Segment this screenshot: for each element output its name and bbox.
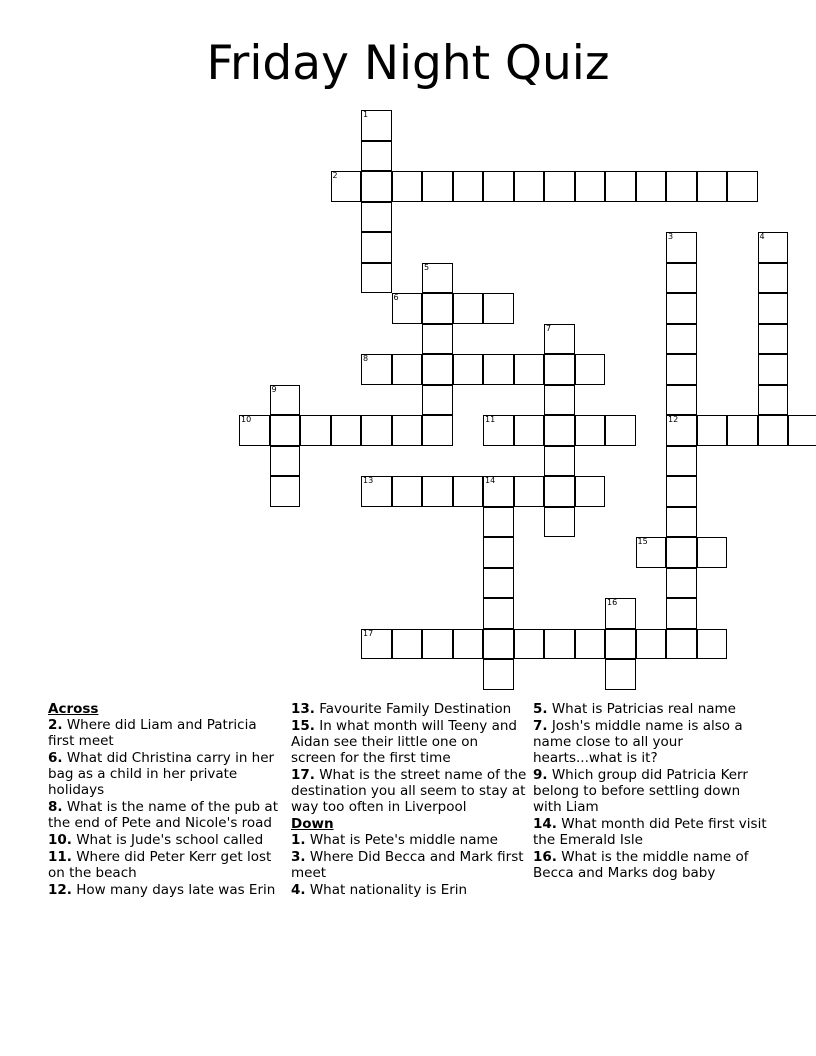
clue-column-3 bbox=[533, 701, 773, 882]
grid-cell[interactable] bbox=[422, 629, 453, 660]
grid-cell[interactable] bbox=[422, 263, 453, 294]
grid-cell[interactable] bbox=[758, 324, 789, 355]
grid-cell[interactable] bbox=[544, 324, 575, 355]
clue-column-2 bbox=[291, 701, 527, 899]
grid-cell[interactable] bbox=[575, 415, 606, 446]
grid-cell[interactable] bbox=[392, 476, 423, 507]
clue-down-3: 3. Where Did Becca and Mark first meet bbox=[291, 849, 524, 881]
clue-across-12: 12. How many days late was Erin bbox=[48, 882, 276, 898]
grid-cell[interactable] bbox=[758, 293, 789, 324]
clue-across-11: 11. Where did Peter Kerr get lost on the beach bbox=[48, 849, 272, 881]
grid-cell[interactable] bbox=[666, 476, 697, 507]
grid-cell[interactable] bbox=[300, 415, 331, 446]
clue-across-13: 13. Favourite Family Destination bbox=[291, 701, 512, 717]
grid-cell[interactable] bbox=[727, 171, 758, 202]
clue-number: 13 bbox=[363, 476, 374, 485]
clue-across-10: 10. What is Jude's school called bbox=[48, 832, 264, 848]
grid-cell[interactable] bbox=[758, 232, 789, 263]
grid-cell[interactable] bbox=[697, 171, 728, 202]
grid-cell[interactable] bbox=[605, 629, 636, 660]
grid-cell[interactable] bbox=[483, 507, 514, 538]
clue-number: 11 bbox=[485, 415, 496, 424]
clue-down-7: 7. Josh's middle name is also a name close to all your hearts...what is it? bbox=[533, 718, 743, 766]
grid-cell[interactable] bbox=[514, 354, 545, 385]
grid-cell[interactable] bbox=[331, 415, 362, 446]
clue-number: 17 bbox=[363, 628, 374, 638]
grid-cell[interactable] bbox=[483, 629, 514, 660]
grid-cell[interactable] bbox=[361, 110, 392, 141]
grid-cell[interactable] bbox=[483, 537, 514, 568]
grid-cell[interactable] bbox=[636, 537, 667, 568]
grid-cell[interactable] bbox=[605, 415, 636, 446]
clue-across-8: 8. What is the name of the pub at the end of Pete and Nicole's road bbox=[48, 799, 278, 831]
clue-across-15: 15. In what month will Teeny and Aidan see their little one on screen for the first time bbox=[291, 718, 517, 766]
grid-cell[interactable] bbox=[392, 415, 423, 446]
grid-cell[interactable] bbox=[636, 171, 667, 202]
grid-cell[interactable] bbox=[575, 629, 606, 660]
grid-cell[interactable] bbox=[666, 415, 697, 446]
grid-cell[interactable] bbox=[361, 263, 392, 294]
clue-down-1: 1. What is Pete's middle name bbox=[291, 832, 498, 848]
grid-cell[interactable] bbox=[270, 385, 301, 416]
grid-cell[interactable] bbox=[544, 415, 575, 446]
grid-cell[interactable] bbox=[361, 202, 392, 233]
grid-cell[interactable] bbox=[422, 476, 453, 507]
grid-cell[interactable] bbox=[392, 171, 423, 202]
grid-cell[interactable] bbox=[514, 629, 545, 660]
grid-cell[interactable] bbox=[483, 598, 514, 629]
grid-cell[interactable] bbox=[544, 476, 575, 507]
grid-cell[interactable] bbox=[636, 629, 667, 660]
grid-cell[interactable] bbox=[666, 171, 697, 202]
grid-cell[interactable] bbox=[697, 629, 728, 660]
grid-cell[interactable] bbox=[575, 476, 606, 507]
clue-number: 2 bbox=[332, 171, 338, 180]
clue-across-2: 2. Where did Liam and Patricia first meet bbox=[48, 717, 257, 749]
grid-cell[interactable] bbox=[453, 171, 484, 202]
grid-cell[interactable] bbox=[666, 293, 697, 324]
grid-cell[interactable] bbox=[453, 629, 484, 660]
grid-cell[interactable] bbox=[666, 568, 697, 599]
grid-cell[interactable] bbox=[666, 385, 697, 416]
clue-number: 4 bbox=[759, 232, 765, 241]
grid-cell[interactable] bbox=[514, 171, 545, 202]
grid-cell[interactable] bbox=[697, 415, 728, 446]
grid-cell[interactable] bbox=[666, 537, 697, 568]
grid-cell[interactable] bbox=[331, 171, 362, 202]
grid-cell[interactable] bbox=[483, 415, 514, 446]
grid-cell[interactable] bbox=[483, 354, 514, 385]
grid-cell[interactable] bbox=[575, 354, 606, 385]
grid-cell[interactable] bbox=[239, 415, 270, 446]
across-heading: Across bbox=[48, 701, 99, 717]
grid-cell[interactable] bbox=[544, 385, 575, 416]
grid-cell[interactable] bbox=[361, 476, 392, 507]
clue-column-1 bbox=[48, 701, 286, 899]
clue-number: 1 bbox=[363, 110, 369, 119]
clue-down-16: 16. What is the middle name of Becca and Marks dog baby bbox=[533, 849, 749, 881]
clue-number: 8 bbox=[363, 354, 369, 363]
grid-cell[interactable] bbox=[697, 537, 728, 568]
clue-number: 10 bbox=[241, 415, 252, 424]
grid-cell[interactable] bbox=[392, 293, 423, 324]
grid-cell[interactable] bbox=[453, 354, 484, 385]
clue-number: 15 bbox=[637, 537, 648, 546]
grid-cell[interactable] bbox=[605, 598, 636, 629]
clue-number: 12 bbox=[668, 415, 679, 424]
clue-down-14: 14. What month did Pete first visit the Emerald Isle bbox=[533, 816, 767, 848]
grid-cell[interactable] bbox=[392, 354, 423, 385]
grid-cell[interactable] bbox=[422, 385, 453, 416]
grid-cell[interactable] bbox=[514, 415, 545, 446]
grid-cell[interactable] bbox=[361, 629, 392, 660]
grid-cell[interactable] bbox=[758, 385, 789, 416]
clue-across-6: 6. What did Christina carry in her bag as a child in her private holidays bbox=[48, 750, 275, 798]
grid-cell[interactable] bbox=[666, 446, 697, 477]
clue-down-9: 9. Which group did Patricia Kerr belong to before settling down with Liam bbox=[533, 767, 748, 815]
clue-number: 9 bbox=[271, 384, 277, 394]
grid-cell[interactable] bbox=[361, 354, 392, 385]
grid-cell[interactable] bbox=[758, 354, 789, 385]
grid-cell[interactable] bbox=[483, 568, 514, 599]
grid-cell[interactable] bbox=[483, 476, 514, 507]
grid-cell[interactable] bbox=[788, 415, 816, 446]
grid-cell[interactable] bbox=[483, 171, 514, 202]
grid-cell[interactable] bbox=[758, 263, 789, 294]
grid-cell[interactable] bbox=[758, 415, 789, 446]
grid-cell[interactable] bbox=[666, 354, 697, 385]
grid-cell[interactable] bbox=[361, 141, 392, 172]
grid-cell[interactable] bbox=[605, 171, 636, 202]
grid-cell[interactable] bbox=[666, 263, 697, 294]
grid-cell[interactable] bbox=[575, 171, 606, 202]
grid-cell[interactable] bbox=[270, 446, 301, 477]
clue-number: 3 bbox=[668, 232, 674, 241]
grid-cell[interactable] bbox=[483, 659, 514, 690]
grid-cell[interactable] bbox=[361, 171, 392, 202]
grid-cell[interactable] bbox=[666, 324, 697, 355]
grid-cell[interactable] bbox=[666, 598, 697, 629]
grid-cell[interactable] bbox=[422, 354, 453, 385]
grid-cell[interactable] bbox=[270, 476, 301, 507]
grid-cell[interactable] bbox=[361, 232, 392, 263]
clue-number: 14 bbox=[485, 476, 496, 485]
grid-cell[interactable] bbox=[544, 507, 575, 538]
grid-cell[interactable] bbox=[453, 293, 484, 324]
grid-cell[interactable] bbox=[483, 293, 514, 324]
clue-number: 7 bbox=[546, 323, 552, 333]
page-title: Friday Night Quiz bbox=[206, 36, 610, 91]
grid-cell[interactable] bbox=[422, 324, 453, 355]
grid-cell[interactable] bbox=[727, 415, 758, 446]
grid-cell[interactable] bbox=[666, 507, 697, 538]
grid-cell[interactable] bbox=[666, 629, 697, 660]
down-heading: Down bbox=[291, 816, 334, 832]
clue-number: 6 bbox=[393, 293, 399, 302]
grid-cell[interactable] bbox=[361, 415, 392, 446]
grid-cell[interactable] bbox=[270, 415, 301, 446]
grid-cell[interactable] bbox=[392, 629, 423, 660]
grid-cell[interactable] bbox=[544, 629, 575, 660]
clue-down-4: 4. What nationality is Erin bbox=[291, 882, 468, 898]
grid-cell[interactable] bbox=[422, 293, 453, 324]
grid-cell[interactable] bbox=[544, 446, 575, 477]
grid-cell[interactable] bbox=[453, 476, 484, 507]
grid-cell[interactable] bbox=[514, 476, 545, 507]
grid-cell[interactable] bbox=[422, 171, 453, 202]
clue-down-5: 5. What is Patricias real name bbox=[533, 701, 736, 717]
grid-cell[interactable] bbox=[422, 415, 453, 446]
grid-cell[interactable] bbox=[605, 659, 636, 690]
clue-number: 16 bbox=[607, 598, 618, 607]
grid-cell[interactable] bbox=[544, 354, 575, 385]
clue-number: 5 bbox=[424, 262, 430, 272]
grid-cell[interactable] bbox=[544, 171, 575, 202]
grid-cell[interactable] bbox=[666, 232, 697, 263]
clue-across-17: 17. What is the street name of the destination you all seem to stay at way too often in Liverpool bbox=[291, 767, 527, 815]
